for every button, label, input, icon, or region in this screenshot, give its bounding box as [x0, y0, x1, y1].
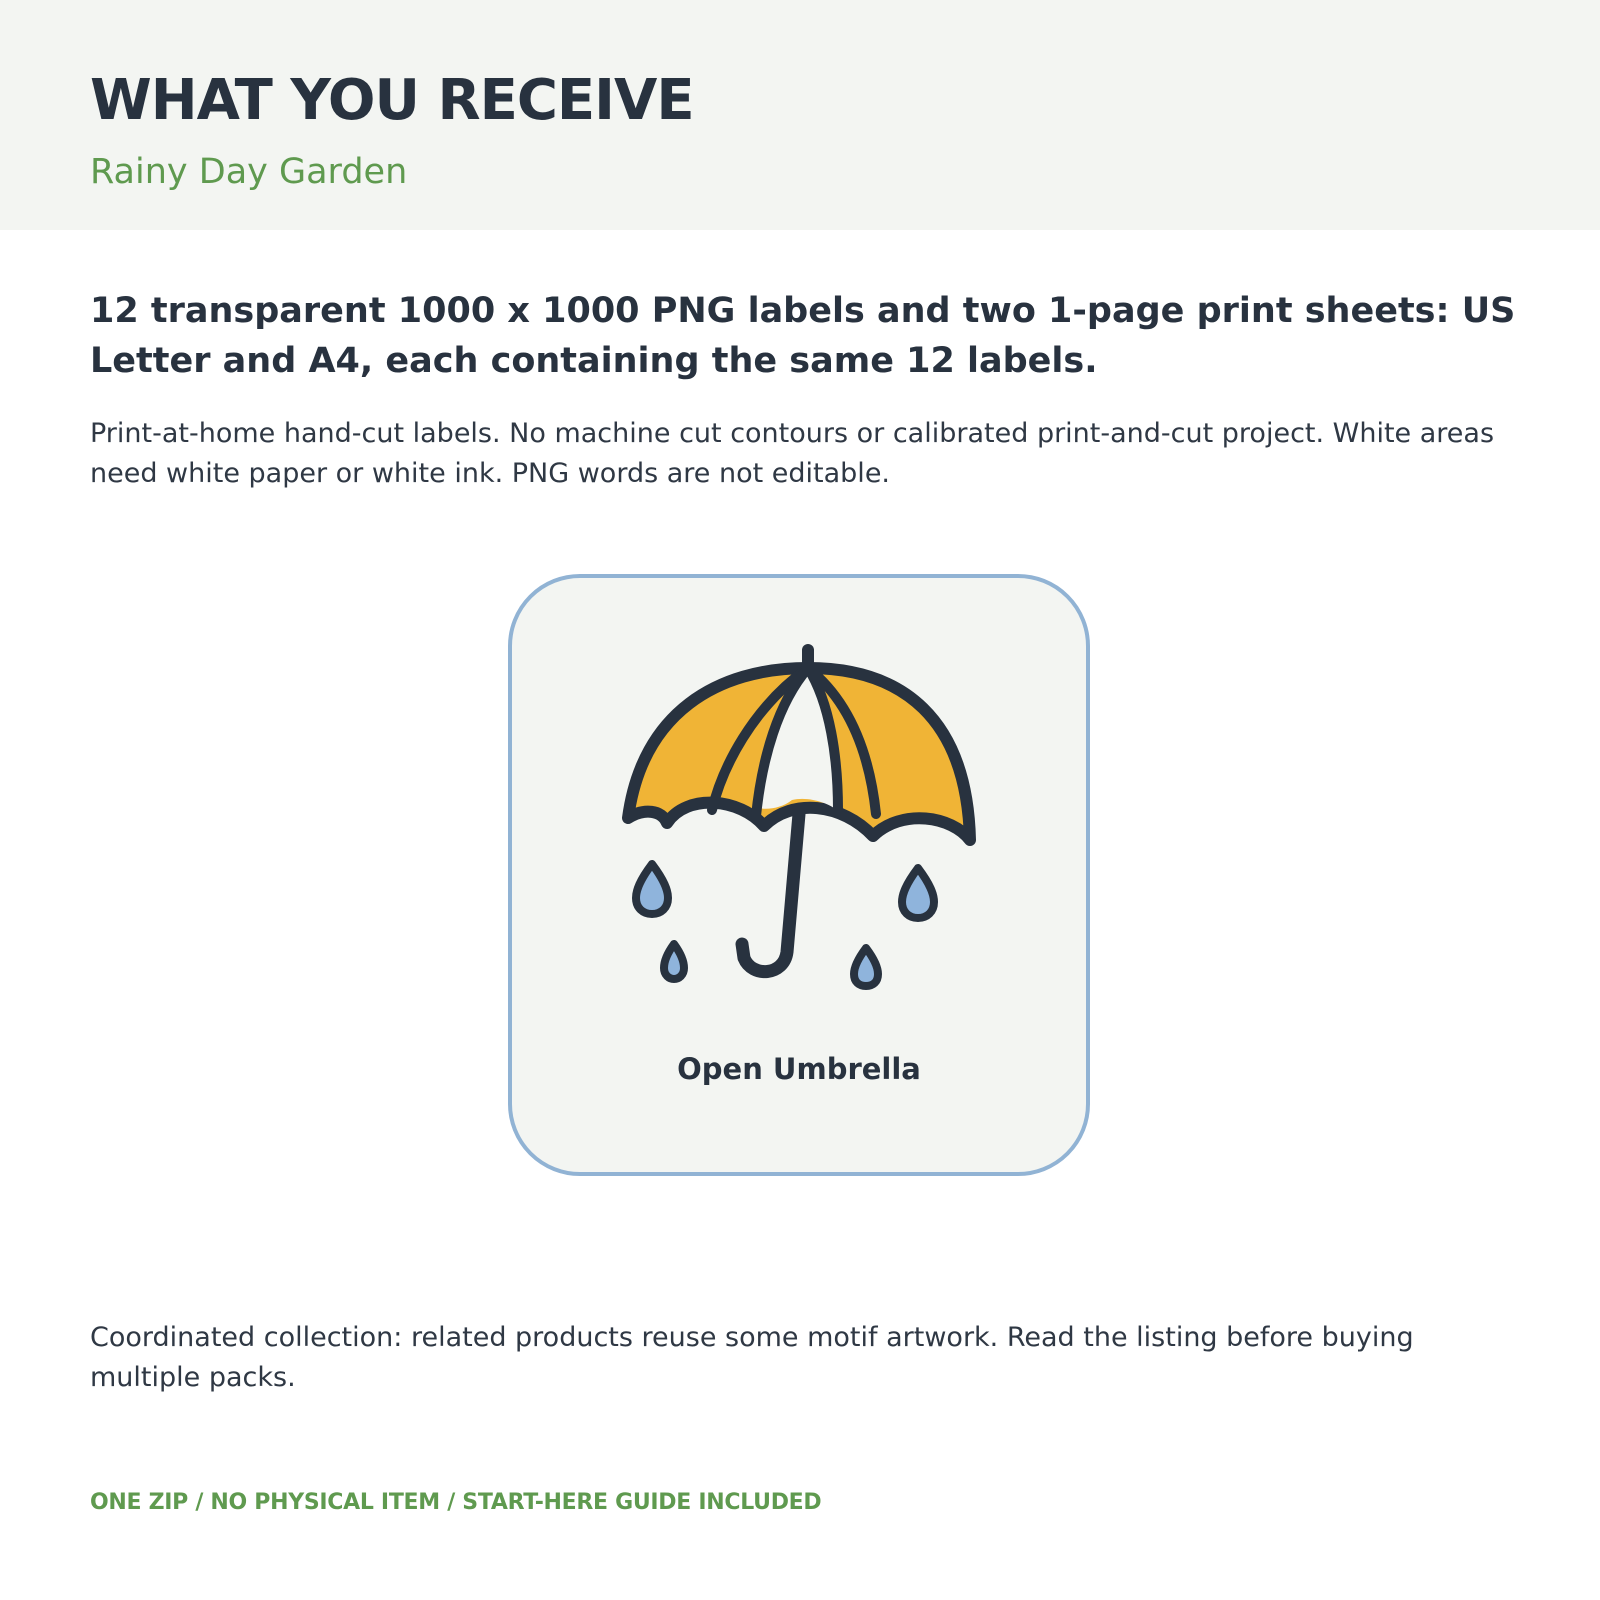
header-band [0, 0, 1600, 230]
delivery-summary: ONE ZIP / NO PHYSICAL ITEM / START-HERE GUIDE INCLUDED [90, 1490, 822, 1515]
label-preview-card [508, 574, 1090, 1176]
collection-name: Rainy Day Garden [90, 152, 408, 192]
contents-description: Print-at-home hand-cut labels. No machine cut contours or calibrated print-and-cut project. White areas need white paper or white ink. PNG words are not editable. [90, 418, 1495, 489]
page-title: WHAT YOU RECEIVE [90, 68, 694, 133]
label-name: Open Umbrella [677, 1052, 921, 1086]
collection-note: Coordinated collection: related products reuse some motif artwork. Read the listing before buying multiple packs. [90, 1322, 1414, 1393]
contents-headline: 12 transparent 1000 x 1000 PNG labels and two 1-page print sheets: US Letter and A4, each containing the same 12 labels. [90, 291, 1516, 381]
